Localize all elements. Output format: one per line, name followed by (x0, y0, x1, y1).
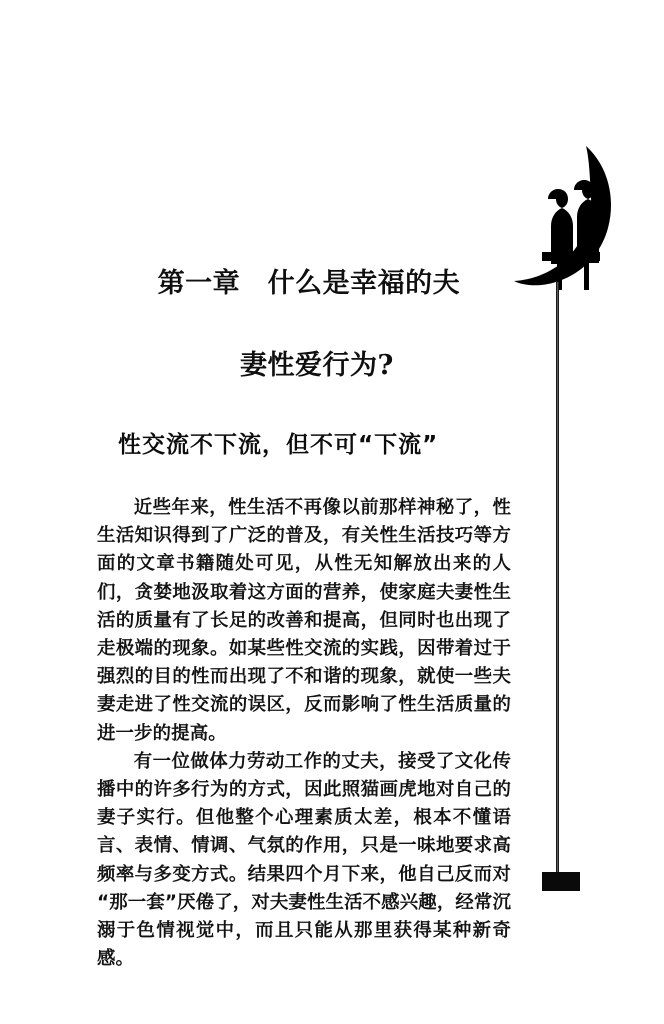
body-paragraph: 近些年来，性生活不再像以前那样神秘了，性生活知识得到了广泛的普及，有关性生活技巧等方面的文章书籍随处可见，从性无知解放出来的人们，贪婪地汲取着这方面的营养，使家庭夫妻性生活的质量有了长足的改善和提高，但同时也出现了走极端的现象。如某些性交流的实践，因带着过于强烈的目的性而出现了不和谐的现象，就使一些夫妻走进了性交流的误区，反而影响了性生活质量的进一步的提高。 (97, 497, 511, 744)
ornament-pole-highlight (557, 282, 558, 874)
crescent-moon-with-couple-icon (512, 140, 622, 290)
chapter-title-line-2: 妻性爱行为? (240, 350, 394, 381)
decorative-ornament (498, 140, 638, 900)
ornament-pole-base (542, 872, 580, 891)
chapter-title-line-1: 第一章 什么是幸福的夫 (157, 268, 461, 299)
section-heading: 性交流不下流，但不可“下流” (118, 432, 439, 458)
body-copy (97, 494, 511, 973)
body-paragraph: 有一位做体力劳动工作的丈夫，接受了文化传播中的许多行为的方式，因此照猫画虎地对自己的妻子实行。但他整个心理素质太差，根本不懂语言、表情、情调、气氛的作用，只是一味地要求高频率与多变方式。结果四个月下来，他自己反而对“那一套”厌倦了，对夫妻性生活不感兴趣，经常沉溺于色情视觉中，而且只能从那里获得某种新奇感。 (97, 750, 511, 970)
